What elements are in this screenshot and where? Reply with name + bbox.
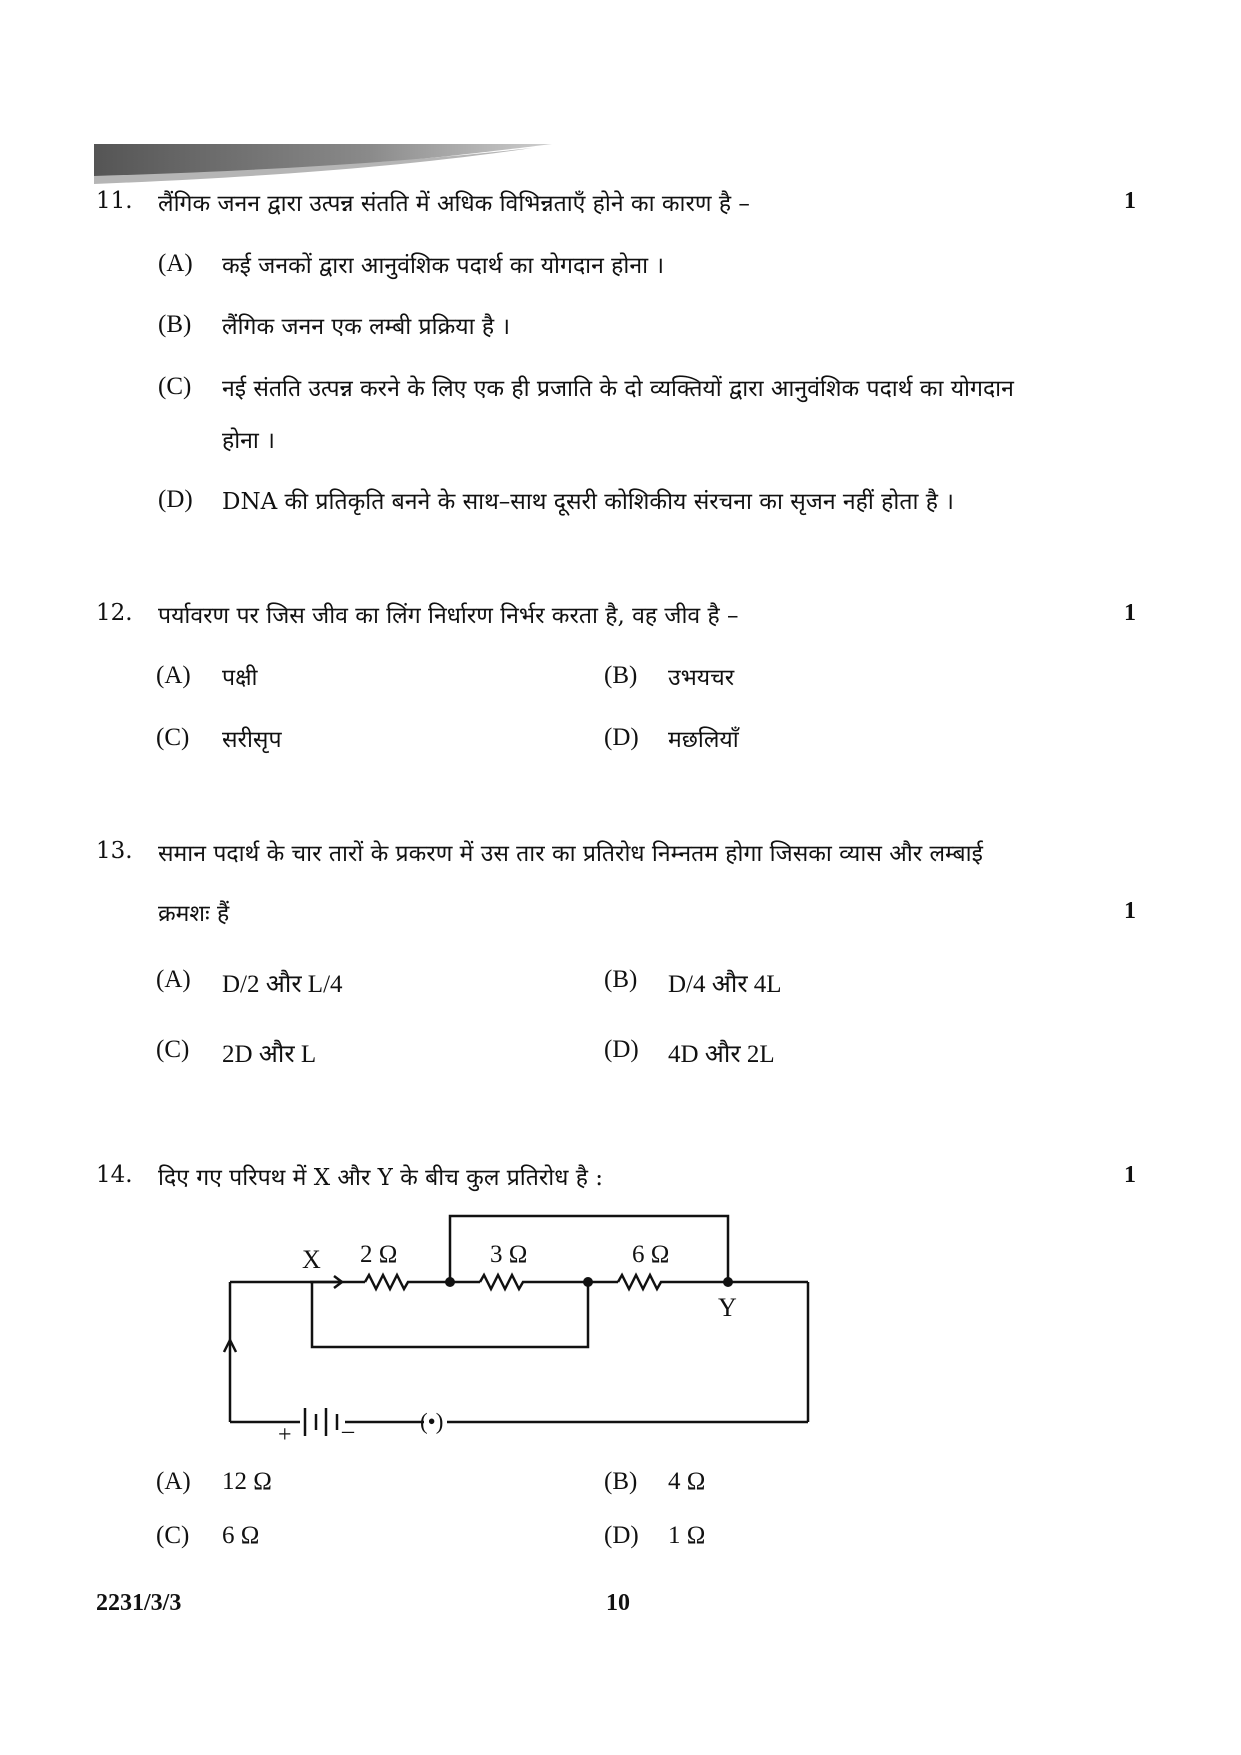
option-label: (C) bbox=[158, 373, 192, 400]
question-stem: दिए गए परिपथ में X और Y के बीच कुल प्रतिरोध है : bbox=[158, 1165, 603, 1191]
option-label: (C) bbox=[156, 1522, 190, 1549]
question-marks: 1 bbox=[1124, 600, 1136, 626]
option-text: 4D और 2L bbox=[668, 1041, 775, 1068]
option-text: D/4 और 4L bbox=[668, 971, 782, 998]
option-text: उभयचर bbox=[668, 665, 735, 691]
question-marks: 1 bbox=[1124, 1162, 1136, 1188]
option-text: DNA की प्रतिकृति बनने के साथ–साथ दूसरी कोशिकीय संरचना का सृजन नहीं होता है । bbox=[222, 489, 954, 515]
option-text: 4 Ω bbox=[668, 1468, 706, 1495]
option-label: (B) bbox=[604, 1468, 638, 1495]
option-text: 12 Ω bbox=[222, 1468, 272, 1495]
option-label: (B) bbox=[604, 966, 638, 993]
question-marks: 1 bbox=[1124, 188, 1136, 214]
option-label: (C) bbox=[156, 724, 190, 751]
question-stem-continued: क्रमशः हैं bbox=[158, 901, 230, 927]
option-label: (A) bbox=[156, 662, 191, 689]
node-x-label: X bbox=[302, 1245, 321, 1274]
page-number: 10 bbox=[606, 1590, 630, 1616]
question-stem: लैंगिक जनन द्वारा उत्पन्न संतति में अधिक विभिन्नताएँ होने का कारण है – bbox=[158, 191, 750, 217]
question-number: 14. bbox=[96, 1162, 133, 1188]
question-stem: समान पदार्थ के चार तारों के प्रकरण में उस तार का प्रतिरोध निम्नतम होगा जिसका व्यास और लम्बाई bbox=[158, 841, 983, 867]
option-text: नई संतति उत्पन्न करने के लिए एक ही प्रजाति के दो व्यक्तियों द्वारा आनुवंशिक पदार्थ का योगदान bbox=[222, 376, 1014, 402]
battery-plus-label: + bbox=[278, 1422, 292, 1448]
option-text: मछलियाँ bbox=[668, 727, 739, 753]
question-number: 13. bbox=[96, 838, 133, 864]
option-text: 6 Ω bbox=[222, 1522, 260, 1549]
option-text-continued: होना । bbox=[222, 428, 275, 454]
resistor-3-ohm-label: 3 Ω bbox=[490, 1241, 528, 1268]
question-number: 11. bbox=[96, 188, 133, 214]
paper-code: 2231/3/3 bbox=[96, 1590, 182, 1616]
node-y-label: Y bbox=[718, 1293, 737, 1322]
option-label: (D) bbox=[158, 486, 193, 513]
option-label: (A) bbox=[156, 1468, 191, 1495]
option-label: (B) bbox=[158, 311, 192, 338]
option-label: (D) bbox=[604, 724, 639, 751]
option-text: सरीसृप bbox=[222, 727, 282, 753]
option-label: (B) bbox=[604, 662, 638, 689]
option-text: 1 Ω bbox=[668, 1522, 706, 1549]
question-number: 12. bbox=[96, 600, 133, 626]
option-label: (D) bbox=[604, 1036, 639, 1063]
option-label: (A) bbox=[156, 966, 191, 993]
option-text: पक्षी bbox=[222, 665, 258, 691]
option-label: (D) bbox=[604, 1522, 639, 1549]
resistor-2-ohm-label: 2 Ω bbox=[360, 1241, 398, 1268]
question-marks: 1 bbox=[1124, 898, 1136, 924]
option-text: D/2 और L/4 bbox=[222, 971, 343, 998]
option-text: लैंगिक जनन एक लम्बी प्रक्रिया है । bbox=[222, 314, 511, 340]
option-label: (C) bbox=[156, 1036, 190, 1063]
resistor-6-ohm-label: 6 Ω bbox=[632, 1241, 670, 1268]
option-label: (A) bbox=[158, 250, 193, 277]
key-symbol: (•) bbox=[420, 1409, 444, 1434]
question-stem: पर्यावरण पर जिस जीव का लिंग निर्धारण निर्भर करता है, वह जीव है – bbox=[158, 603, 739, 629]
battery-minus-label: – bbox=[342, 1418, 354, 1444]
option-text: कई जनकों द्वारा आनुवंशिक पदार्थ का योगदान होना । bbox=[222, 253, 665, 279]
option-text: 2D और L bbox=[222, 1041, 317, 1068]
